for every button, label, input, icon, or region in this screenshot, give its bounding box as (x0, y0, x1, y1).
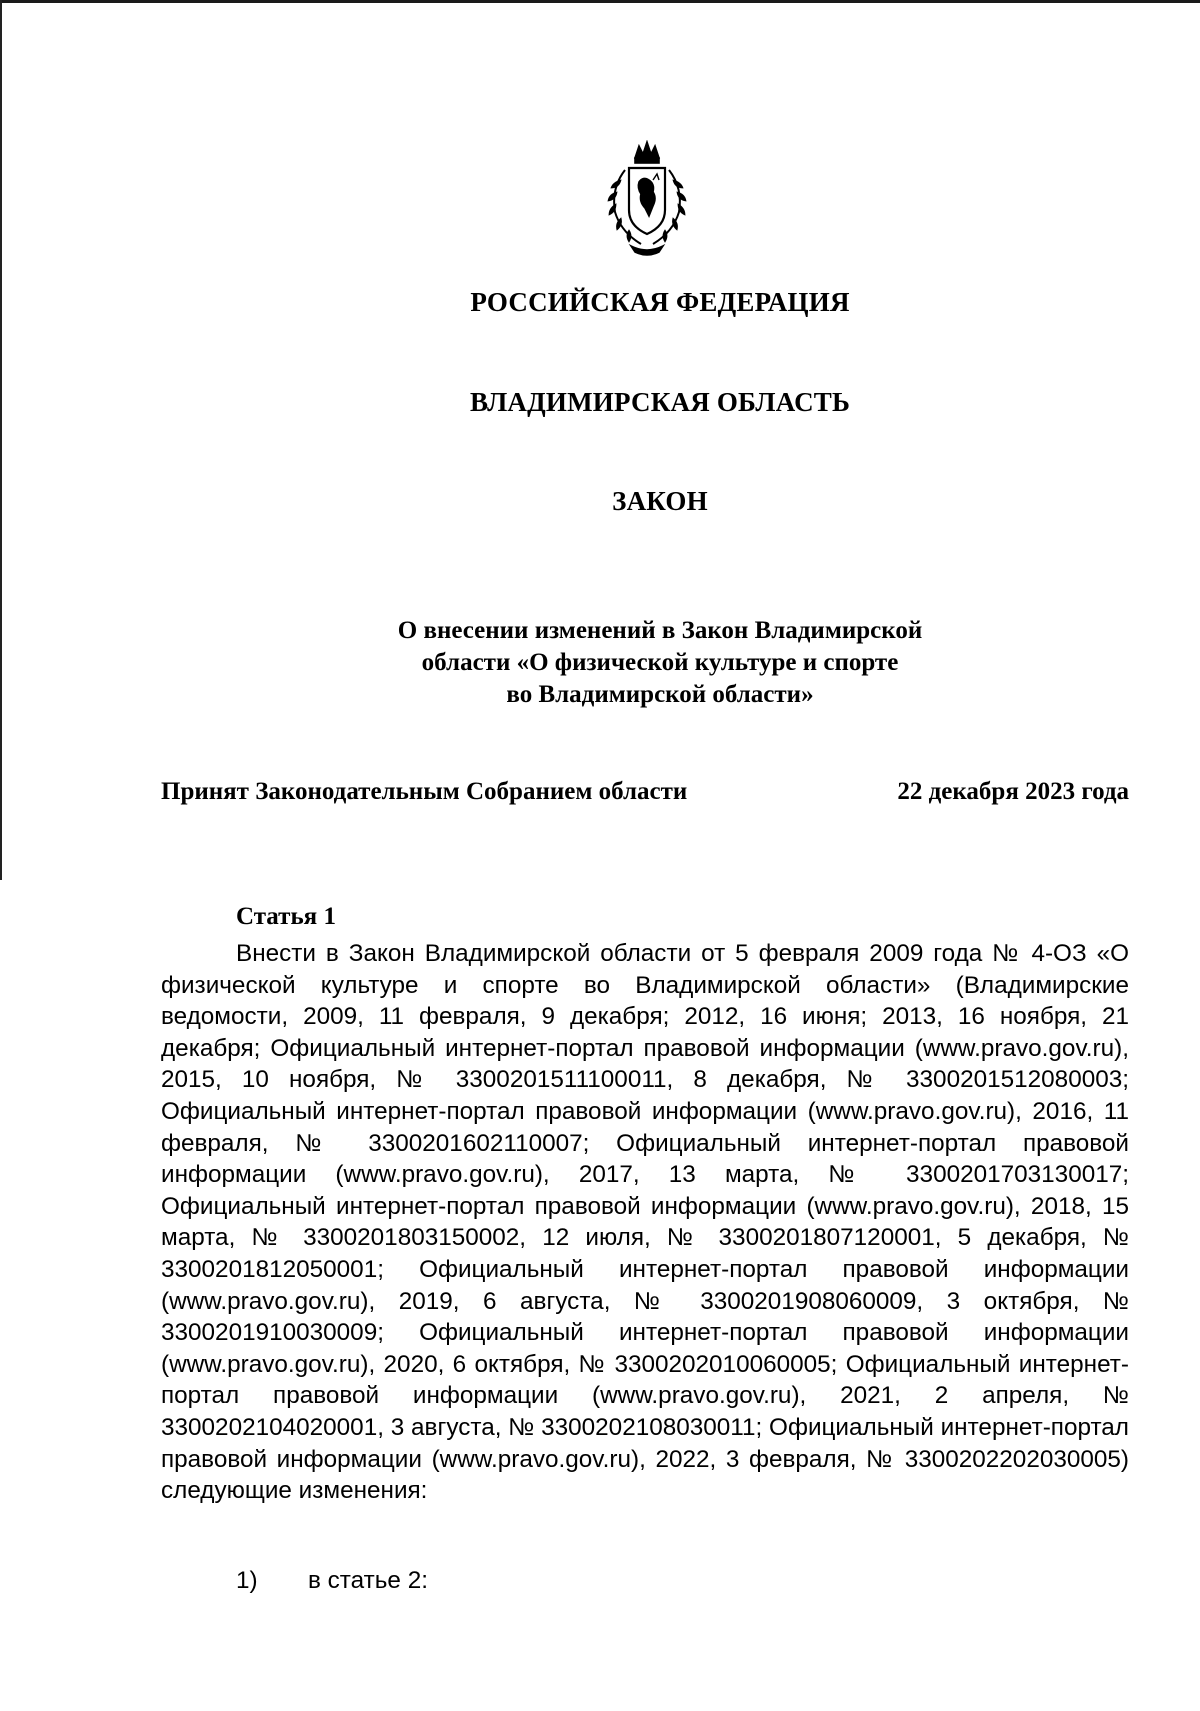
list-item-number: 1) (236, 1567, 258, 1594)
law-title-line: во Владимирской области» (506, 681, 814, 708)
list-item-text: в статье 2: (308, 1567, 428, 1594)
article-heading: Статья 1 (236, 903, 336, 930)
law-title-line: области «О физической культуре и спорте (421, 649, 899, 676)
law-title-line: О внесении изменений в Закон Владимирской (397, 617, 923, 644)
article-body-paragraph: Внести в Закон Владимирской области от 5 февраля 2009 года № 4-ОЗ «О физической культуре и спорте во Владимирской области» (Владимирские ведомости, 2009, 11 февраля, 9 декабря; 2012, 16 июня; 2013, 16 ноября, 21 декабря; Официальный интернет-портал правовой информации (www.pravo.gov.ru), 2015, 10 ноября, № 3300201511100011, 8 декабря, № 3300201512080003; Официальный интернет-портал правовой информации (www.pravo.gov.ru), 2016, 11 февраля, № 3300201602110007; Официальный интернет-портал правовой информации (www.pravo.gov.ru), 2017, 13 марта, № 3300201703130017; Официальный интернет-портал правовой информации (www.pravo.gov.ru), 2018, 15 марта, № 3300201803150002, 12 июля, № 3300201807120001, 5 декабря, № 3300201812050001; Официальный интернет-портал правовой информации (www.pravo.gov.ru), 2019, 6 августа, № 3300201908060009, 3 октября, № 3300201910030009; Официальный интернет-портал правовой информации (www.pravo.gov.ru), 2020, 6 октября, № 3300202010060005; Официальный интернет-портал правовой информации (www.pravo.gov.ru), 2021, 2 апреля, № 3300202104020001, 3 августа, № 3300202108030011; Официальный интернет-портал правовой информации (www.pravo.gov.ru), 2022, 3 февраля, № 3300202202030005) следующие изменения: (161, 940, 1129, 1505)
region-heading: ВЛАДИМИРСКАЯ ОБЛАСТЬ (469, 387, 851, 417)
adoption-text: Принят Законодательным Собранием области (161, 778, 688, 805)
country-heading: РОССИЙСКАЯ ФЕДЕРАЦИЯ (470, 287, 850, 317)
scan-edge-left (0, 0, 2, 880)
vladimir-coat-of-arms-icon (601, 140, 693, 258)
scan-edge-top (0, 0, 1200, 3)
adoption-date: 22 декабря 2023 года (897, 778, 1129, 805)
adoption-row (161, 778, 1129, 806)
list-item (236, 1567, 428, 1595)
law-title (60, 615, 1200, 711)
document-type-heading: ЗАКОН (612, 486, 708, 516)
